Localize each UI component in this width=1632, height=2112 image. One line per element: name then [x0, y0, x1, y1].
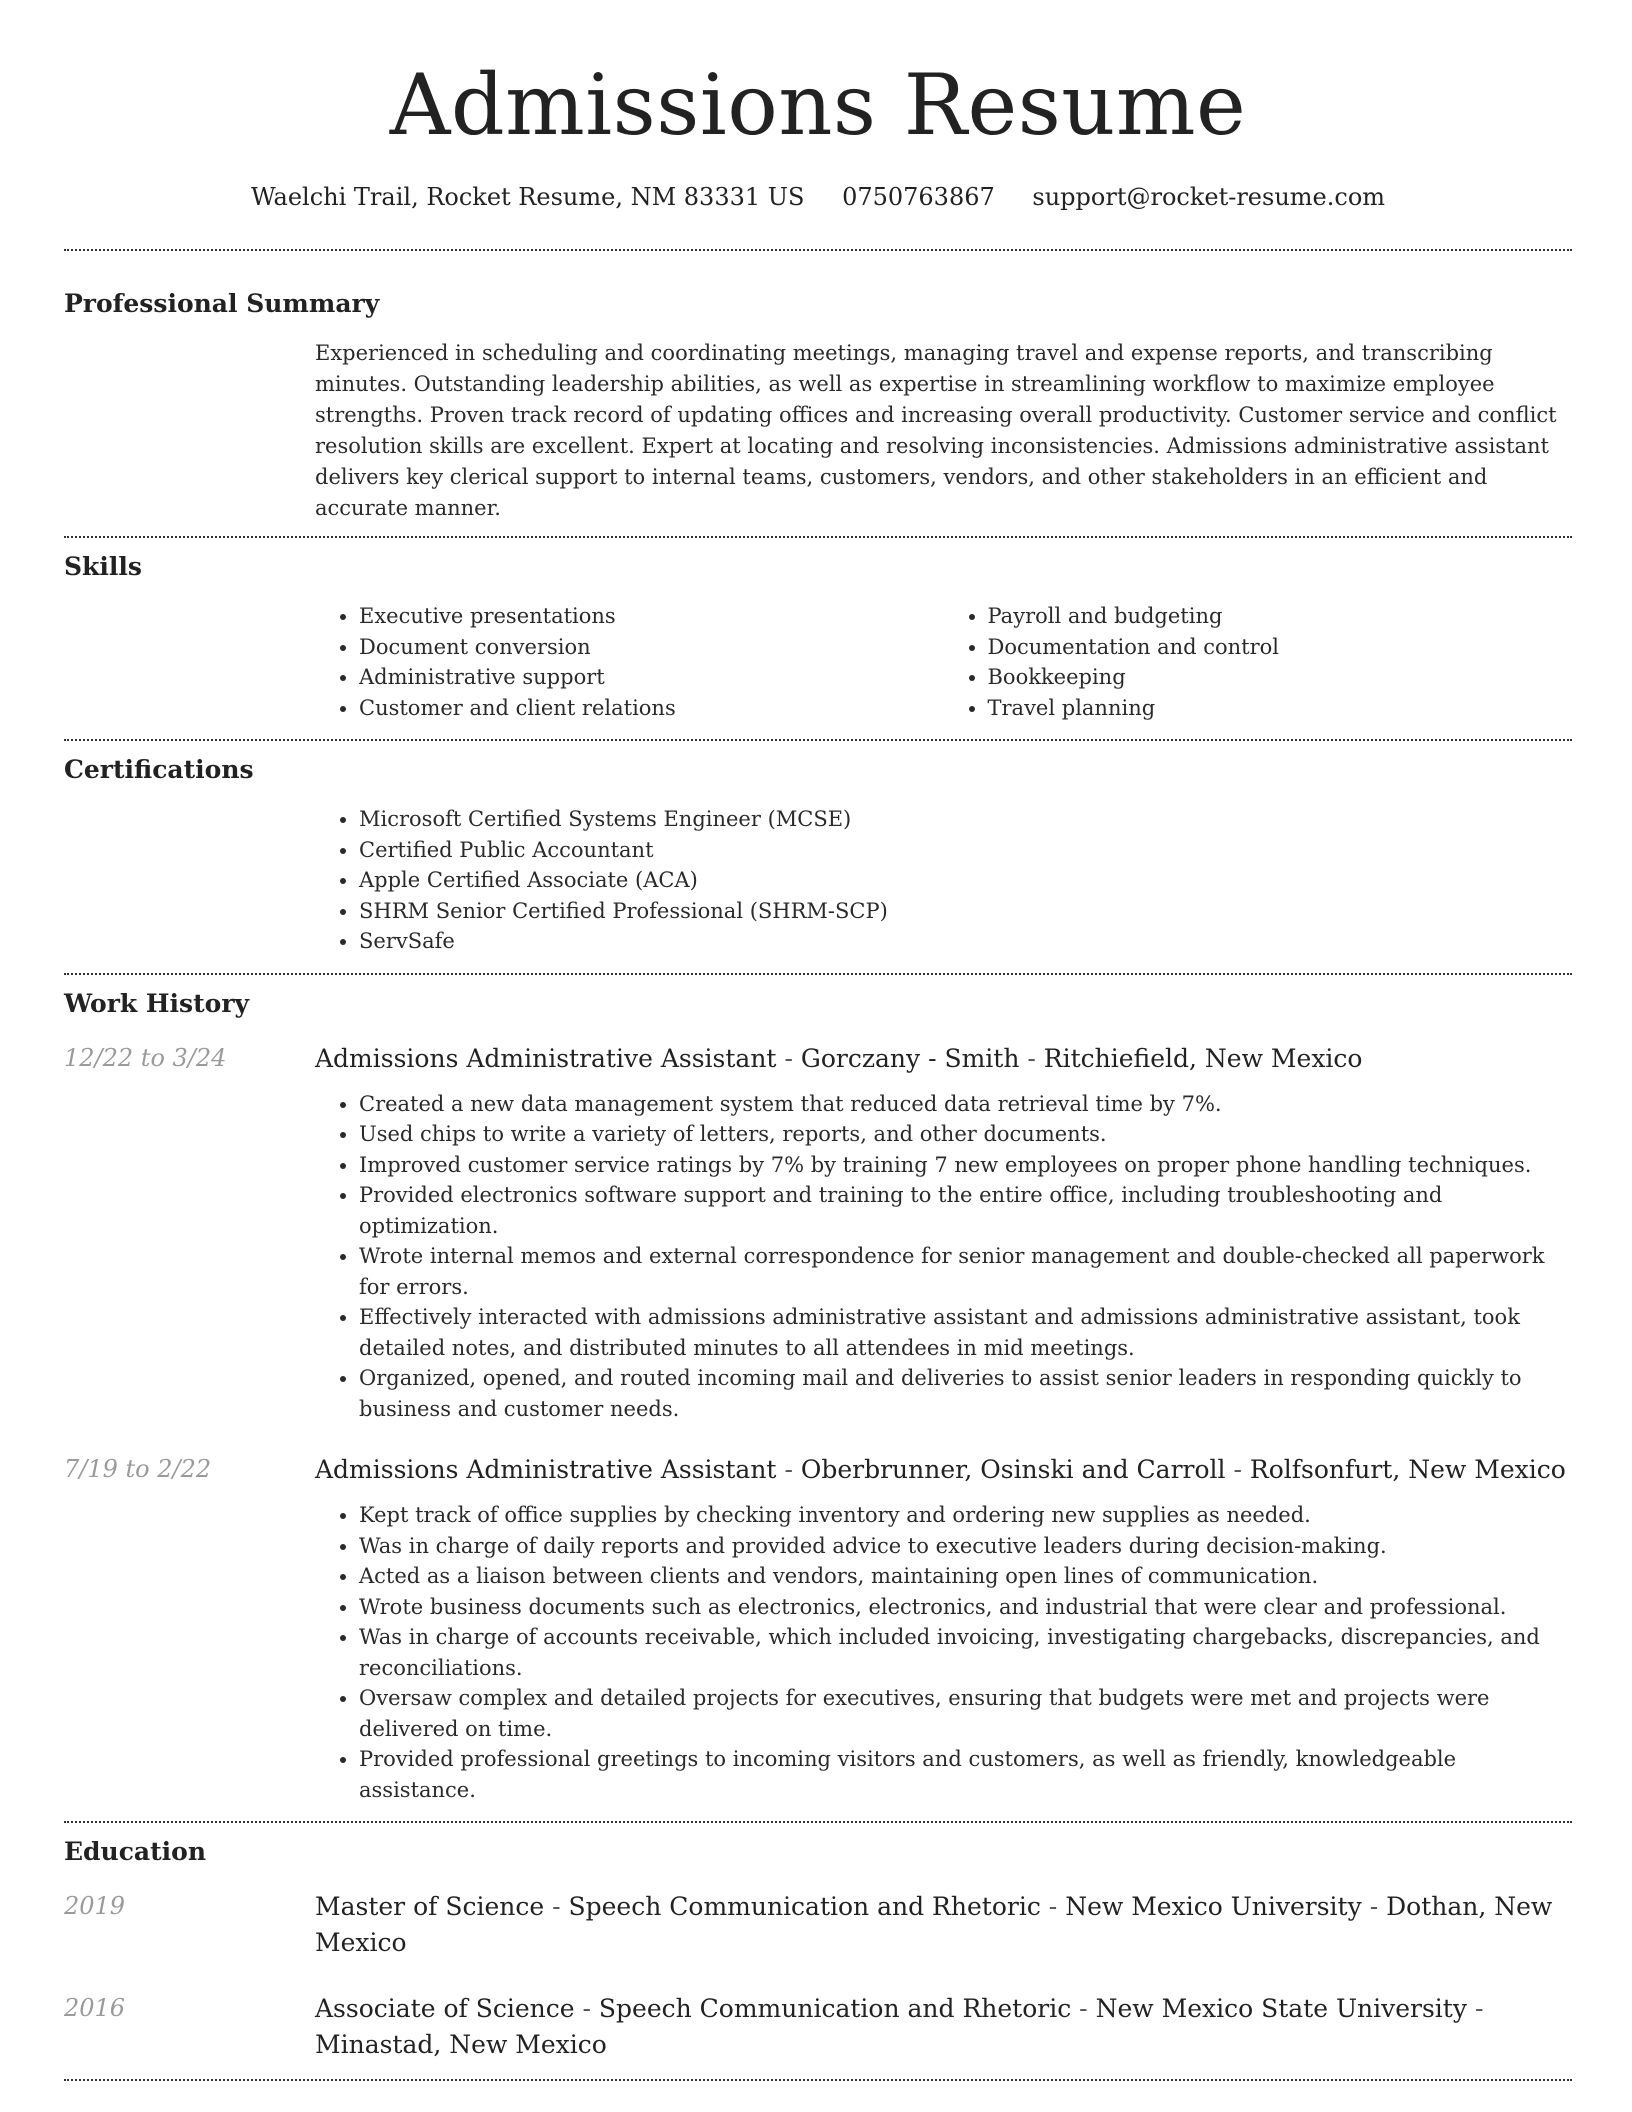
education-school: New Mexico State University — [1095, 1994, 1467, 2023]
job-bullet: • Wrote internal memos and external correspondence for senior management and double-checked all paperwork for errors. — [359, 1241, 1572, 1302]
summary-heading: Professional Summary — [64, 289, 380, 318]
job-bullet: • Provided electronics software support and training to the entire office, including troubleshooting and optimization. — [359, 1180, 1572, 1241]
education-field: Speech Communication and Rhetoric — [568, 1892, 1041, 1921]
skills-list-right — [944, 601, 1573, 723]
education-school: New Mexico University — [1065, 1892, 1362, 1921]
skill-item: • Documentation and control — [988, 632, 1573, 663]
job-entry — [64, 1041, 1572, 1425]
skill-item: • Travel planning — [988, 693, 1573, 724]
skills-heading: Skills — [64, 552, 142, 581]
certification-item: • Certified Public Accountant — [359, 835, 1572, 866]
section-divider — [64, 2079, 1572, 2081]
job-bullet: • Effectively interacted with admissions administrative assistant and admissions administrative assistant, took detailed notes, and distributed minutes to all attendees in mid meetings. — [359, 1302, 1572, 1363]
education-location: Dothan, New Mexico — [315, 1892, 1553, 1957]
skills-section — [64, 538, 1572, 739]
education-year: 2016 — [64, 1994, 126, 2022]
job-location: Ritchiefield, New Mexico — [1043, 1043, 1363, 1073]
job-bullet: • Kept track of office supplies by checking inventory and ordering new supplies as needed. — [359, 1500, 1572, 1531]
education-entry — [64, 1889, 1572, 1961]
education-heading-line: Master of Science - Speech Communication and Rhetoric - New Mexico University - Dothan, New Mexico — [315, 1892, 1553, 1957]
work-history-heading: Work History — [64, 988, 250, 1018]
skill-item: • Customer and client relations — [359, 693, 944, 724]
job-bullets — [315, 1089, 1572, 1425]
job-bullet: • Created a new data management system that reduced data retrieval time by 7%. — [359, 1089, 1572, 1120]
job-bullet: • Wrote business documents such as electronics, electronics, and industrial that were clear and professional. — [359, 1592, 1572, 1623]
skill-item: • Bookkeeping — [988, 662, 1573, 693]
skill-item: • Payroll and budgeting — [988, 601, 1573, 632]
job-bullet: • Improved customer service ratings by 7% by training 7 new employees on proper phone handling techniques. — [359, 1150, 1572, 1181]
certifications-section — [64, 741, 1572, 973]
contact-address: Waelchi Trail, Rocket Resume, NM 83331 US — [250, 183, 805, 211]
skill-item: • Document conversion — [359, 632, 944, 663]
education-location: Minastad, New Mexico — [315, 2030, 607, 2059]
education-degree: Master of Science — [315, 1892, 545, 1921]
job-heading: Admissions Administrative Assistant - Oberbrunner, Osinski and Carroll - Rolfsonfurt, New Mexico — [315, 1455, 1566, 1484]
resume-title: Admissions Resume — [389, 56, 1247, 154]
resume-page — [64, 0, 1572, 2081]
education-degree: Associate of Science — [315, 1994, 575, 2023]
job-location: Rolfsonfurt, New Mexico — [1249, 1455, 1566, 1484]
education-year: 2019 — [64, 1892, 126, 1920]
job-entry — [64, 1452, 1572, 1805]
certification-item: • ServSafe — [359, 926, 1572, 957]
certification-item: • Apple Certified Associate (ACA) — [359, 865, 1572, 896]
job-heading: Admissions Administrative Assistant - Gorczany - Smith - Ritchiefield, New Mexico — [315, 1043, 1363, 1073]
skill-item: • Administrative support — [359, 662, 944, 693]
education-section — [64, 1823, 1572, 2079]
education-entry — [64, 1991, 1572, 2063]
certifications-heading: Certifications — [64, 755, 254, 784]
job-title: Admissions Administrative Assistant — [315, 1043, 777, 1073]
job-bullet: • Was in charge of daily reports and provided advice to executive leaders during decision-making. — [359, 1531, 1572, 1562]
skill-item: • Executive presentations — [359, 601, 944, 632]
education-heading-line: Associate of Science - Speech Communication and Rhetoric - New Mexico State University - Minastad, New Mexico — [315, 1994, 1484, 2059]
job-bullet: • Organized, opened, and routed incoming mail and deliveries to assist senior leaders in responding quickly to business and customer needs. — [359, 1363, 1572, 1424]
skills-list-left — [315, 601, 944, 723]
job-bullets — [315, 1500, 1572, 1805]
job-dates: 12/22 to 3/24 — [64, 1043, 227, 1072]
summary-section — [64, 251, 1572, 536]
contact-phone: 0750763867 — [842, 183, 995, 211]
job-bullet: • Oversaw complex and detailed projects for executives, ensuring that budgets were met and projects were delivered on time. — [359, 1683, 1572, 1744]
summary-text: Experienced in scheduling and coordinating meetings, managing travel and expense reports, and transcribing minutes. Outstanding leadership abilities, as well as expertise in streamlining workflow to maximize employee strengths. Proven track record of updating offices and increasing overall productivity. Customer service and conflict resolution skills are excellent. Expert at locating and resolving inconsistencies. Admissions administrative assistant delivers key clerical support to internal teams, customers, vendors, and other stakeholders in an efficient and accurate manner. — [315, 341, 1557, 520]
certification-item: • SHRM Senior Certified Professional (SHRM-SCP) — [359, 896, 1572, 927]
certifications-list — [315, 804, 1572, 957]
contact-line — [64, 181, 1572, 213]
certification-item: • Microsoft Certified Systems Engineer (MCSE) — [359, 804, 1572, 835]
job-title: Admissions Administrative Assistant — [315, 1455, 777, 1484]
job-bullet: • Used chips to write a variety of letters, reports, and other documents. — [359, 1119, 1572, 1150]
job-bullet: • Was in charge of accounts receivable, which included invoicing, investigating chargebacks, discrepancies, and reconciliations. — [359, 1622, 1572, 1683]
education-heading: Education — [64, 1837, 207, 1866]
job-company: Oberbrunner, Osinski and Carroll — [800, 1455, 1226, 1484]
job-company: Gorczany - Smith — [800, 1043, 1020, 1073]
job-bullet: • Acted as a liaison between clients and vendors, maintaining open lines of communication. — [359, 1561, 1572, 1592]
education-field: Speech Communication and Rhetoric — [598, 1994, 1072, 2023]
work-history-section — [64, 975, 1572, 1822]
job-bullet: • Provided professional greetings to incoming visitors and customers, as well as friendly, knowledgeable assistance. — [359, 1744, 1572, 1805]
job-dates: 7/19 to 2/22 — [64, 1455, 212, 1483]
contact-email: support@rocket-resume.com — [1032, 183, 1386, 211]
